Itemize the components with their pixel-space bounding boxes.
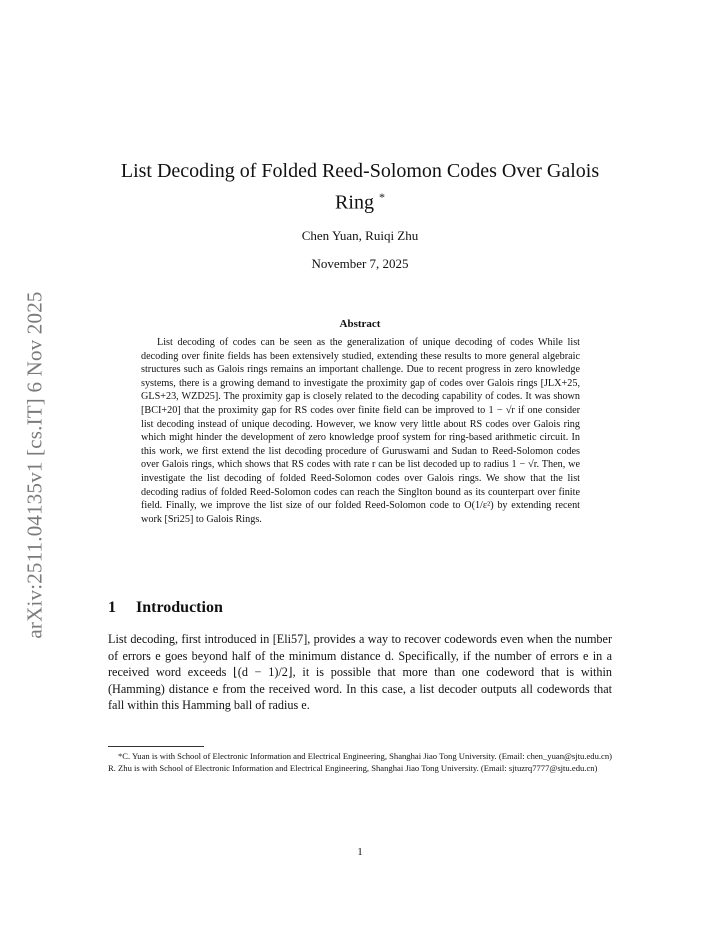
abstract-text: List decoding of codes can be seen as the generalization of unique decoding of codes While list decoding over finite fields has been extensively studied, extending these results to more general algebraic structures such as Galois rings remains an important challenge. Due to recent progress in zero knowledge systems, there is a growing demand to investigate the proximity gap of codes over Galois rings [JLX+25, GLS+23, WZD25]. The proximity gap is closely related to the decoding capability of codes. It was shown [BCI+20] that the proximity gap for RS codes over finite field can be improved to 1 − √r if one consider list decoding instead of unique decoding. However, we know very little about RS codes over Galois ring which might hinder the development of zero knowledge proof system for ring-based arithmetic circuit. In this work, we first extend the list decoding procedure of Guruswami and Sudan to Reed-Solomon codes over Galois rings, which shows that RS codes with rate r can be list decoded up to radius 1 − √r. Then, we investigate the list decoding of folded Reed-Solomon codes over Galois rings. We show that the list decoding radius of folded Reed-Solomon codes can reach the Singlton bound as its counterpart over finite field. Finally, we improve the list size of our folded Reed-Solomon code to O(1/ε²) by extending recent work [Sri25] to Galois Rings. (141, 337, 580, 525)
authors: Chen Yuan, Ruiqi Zhu (301, 228, 419, 243)
paper-title (108, 158, 612, 216)
page-number: 1 (357, 846, 363, 858)
introduction-paragraph: List decoding, first introduced in [Eli57], provides a way to recover codewords even when the number of errors e goes beyond half of the minimum distance d. Specifically, if the number of errors e in a received word exceeds ⌊(d − 1)/2⌋, it is possible that more than one codeword that is within (Hamming) distance e from the received word. In this case, a list decoder outputs all codewords that fall within this Hamming ball of radius e. (108, 632, 612, 712)
section-number: 1 (108, 599, 116, 616)
footnote-rule (108, 746, 204, 747)
arxiv-identifier-text: arXiv:2511.04135v1 [cs.IT] 6 Nov 2025 (22, 291, 47, 639)
abstract-heading: Abstract (339, 318, 381, 330)
section-heading (108, 599, 612, 617)
publication-date: November 7, 2025 (311, 256, 409, 271)
footnote: *C. Yuan is with School of Electronic Information and Electrical Engineering, Shanghai Jiao Tong University. (Email: chen_yuan@sjtu.edu.cn) R. Zhu is with School of Electronic Information and Electrical Engineering, Shanghai Jiao Tong University. (Email: sjtuzrq7777@sjtu.edu.cn) (108, 751, 612, 773)
arxiv-identifier (18, 270, 52, 660)
section-title: Introduction (136, 599, 223, 616)
title-footnote-mark: * (378, 190, 385, 204)
paper-title-text: List Decoding of Folded Reed-Solomon Codes Over Galois Ring (120, 160, 600, 214)
